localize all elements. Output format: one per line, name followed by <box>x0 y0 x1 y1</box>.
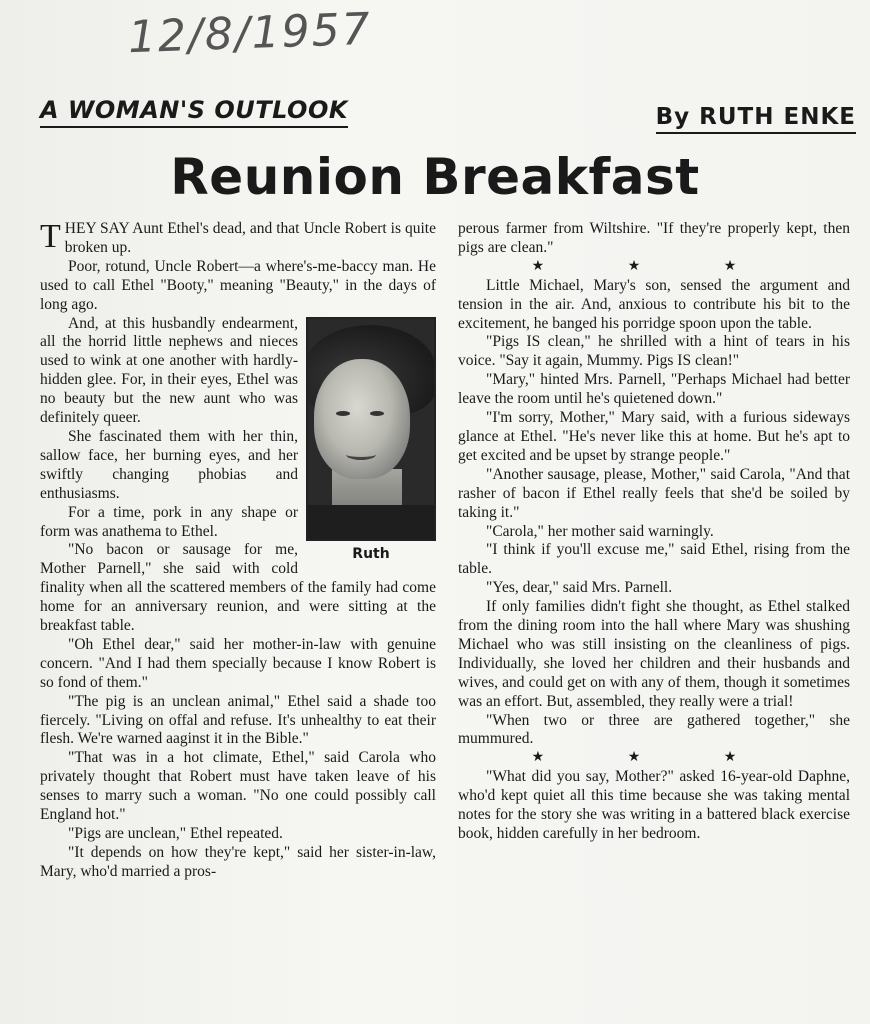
paragraph: "It depends on how they're kept," said her sister-in-law, Mary, who'd married a pros- <box>40 843 436 880</box>
author-photo <box>306 317 436 541</box>
paragraph: "I think if you'll excuse me," said Ethel, rising from the table. <box>458 541 850 578</box>
paragraph: "The pig is an unclean animal," Ethel said a shade too fiercely. "Living on offal and refuse. It's unhealthy to eat their flesh. We're warned aaginst it in the Bible." <box>40 692 436 748</box>
paragraph: For a time, pork in any shape or form was anathema to Ethel. <box>40 503 298 540</box>
paragraph: "Yes, dear," said Mrs. Parnell. <box>486 579 673 597</box>
paragraph: Little Michael, Mary's son, sensed the argument and tension in the air. And, anxious to contribute his bit to the excitement, he banged his porridge spoon upon the table. <box>458 276 850 332</box>
photo-caption: Ruth <box>352 545 390 562</box>
section-break-stars: ★ ★ ★ <box>531 750 777 766</box>
byline: By RUTH ENKE <box>656 104 856 134</box>
author-photo-box <box>306 317 436 564</box>
paragraph: Poor, rotund, Uncle Robert—a where's-me-baccy man. He used to call Ethel "Booty," meaning "Beauty," in the days of long ago. <box>40 257 436 313</box>
paragraph: "What did you say, Mother?" asked 16-year-old Daphne, who'd kept quiet all this time because she was taking mental notes for the story she was writing in a battered black exercise book, hidden carefully in her bedroom. <box>458 768 850 842</box>
paragraph: "Oh Ethel dear," said her mother-in-law with genuine concern. "And I had them specially because I know Robert is so fond of them." <box>40 635 436 691</box>
right-column <box>458 220 850 844</box>
paragraph: "Pigs IS clean," he shrilled with a hint of tears in his voice. "Say it again, Mummy. Pigs IS clean!" <box>458 333 850 370</box>
paragraph: She fascinated them with her thin, sallow face, her burning eyes, and her swiftly changing phobias and enthusiasms. <box>40 427 298 502</box>
paragraph: "Pigs are unclean," Ethel repeated. <box>68 825 283 842</box>
paragraph: "Carola," her mother said warningly. <box>486 522 714 540</box>
paragraph: "Another sausage, please, Mother," said Carola, "And that rasher of bacon if Ethel really feels that she'd be soiled by taking it." <box>458 465 850 521</box>
section-break-stars: ★ ★ ★ <box>531 258 777 274</box>
paragraph: "Mary," hinted Mrs. Parnell, "Perhaps Michael had better leave the room until he's quietened down." <box>458 371 850 408</box>
headline: Reunion Breakfast <box>170 148 700 206</box>
paragraph: If only families didn't fight she thought, as Ethel stalked from the dining room into the hall where Mary was shushing Michael who was still insisting on the cleanliness of pigs. Individually, she loved her children and their husbands and wives, and could get on with any of them, though it sometimes was an effort. But, assembled, they really were a trial! <box>458 598 850 710</box>
handwritten-date: 12/8/1957 <box>127 3 373 64</box>
drop-cap: T <box>40 218 61 255</box>
left-column <box>40 220 436 882</box>
paragraph: "That was in a hot climate, Ethel," said Carola who privately thought that Robert must have taken leave of his senses to marry such a woman. "No one could possibly call England hot." <box>40 749 436 824</box>
paragraph: "No bacon or sausage for me, Mother Parnell," she said with cold finality when all the scattered members of the family had come home for an anniversary reunion, and were sitting at the breakfast table. <box>40 541 436 635</box>
paragraph: And, at this husbandly endearment, all the horrid little nephews and nieces used to wink at one another with hardly-hidden glee. For, in their eyes, Ethel was no beauty but the new aunt who was definitely queer. <box>40 314 298 427</box>
paragraph: THEY SAY Aunt Ethel's dead, and that Uncle Robert is quite broken up. <box>40 218 436 256</box>
column-name: A WOMAN'S OUTLOOK <box>40 96 348 128</box>
paragraph: perous farmer from Wiltshire. "If they're properly kept, then pigs are clean." <box>458 220 850 256</box>
paragraph: "When two or three are gathered together," she mummured. <box>458 711 850 748</box>
paragraph: "I'm sorry, Mother," Mary said, with a furious sideways glance at Ethel. "He's never like this at home. But he's apt to get excited and be upset by strange people." <box>458 409 850 464</box>
